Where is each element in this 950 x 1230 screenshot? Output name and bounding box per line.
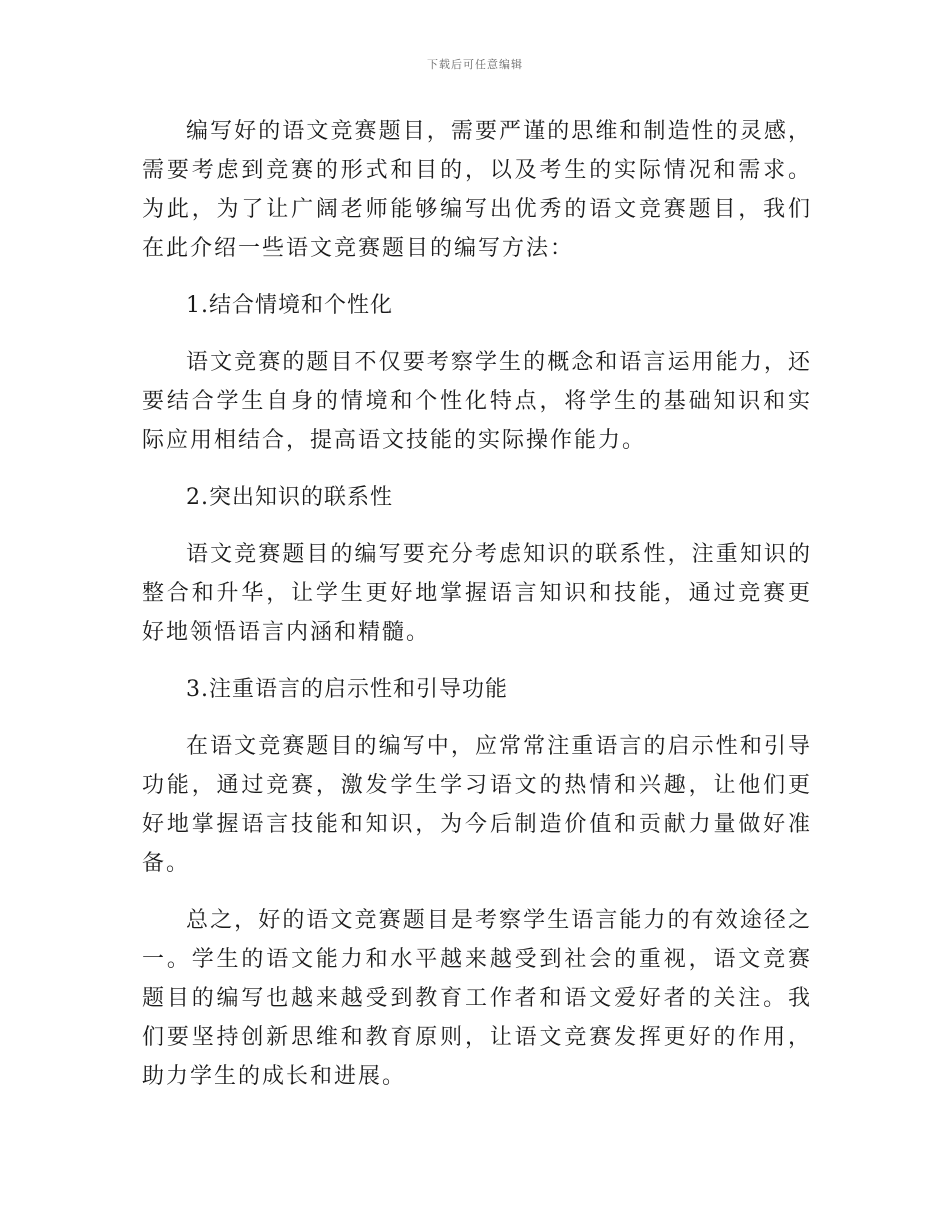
intro-paragraph: 编写好的语文竞赛题目，需要严谨的思维和制造性的灵感，需要考虑到竞赛的形式和目的，以及考生的实际情况和需求。为此，为了让广阔老师能够编写出优秀的语文竞赛题目，我们在此介绍一些语文竞赛题目的编写方法： <box>142 119 812 261</box>
section-heading-1: 1.结合情境和个性化 <box>186 293 393 318</box>
section-body-1: 语文竞赛的题目不仅要考察学生的概念和语言运用能力，还要结合学生自身的情境和个性化特点，将学生的基础知识和实际应用相结合，提高语文技能的实际操作能力。 <box>142 350 812 453</box>
section-body-3: 在语文竞赛题目的编写中，应常常注重语言的启示性和引导功能，通过竞赛，激发学生学习语文的热情和兴趣，让他们更好地掌握语言技能和知识，为今后制造价值和贡献力量做好准备。 <box>142 734 812 876</box>
conclusion-paragraph: 总之，好的语文竞赛题目是考察学生语言能力的有效途径之一。学生的语文能力和水平越来越受到社会的重视，语文竞赛题目的编写也越来越受到教育工作者和语文爱好者的关注。我们要坚持创新思维和教育原则，让语文竞赛发挥更好的作用，助力学生的成长和进展。 <box>142 908 812 1089</box>
page-header-note: 下载后可任意编辑 <box>427 58 523 71</box>
document-body <box>142 112 812 1114</box>
section-heading-3: 3.注重语言的启示性和引导功能 <box>186 677 508 702</box>
section-heading-2: 2.突出知识的联系性 <box>186 485 393 510</box>
section-body-2: 语文竞赛题目的编写要充分考虑知识的联系性，注重知识的整合和升华，让学生更好地掌握语言知识和技能，通过竞赛更好地领悟语言内涵和精髓。 <box>142 542 812 645</box>
